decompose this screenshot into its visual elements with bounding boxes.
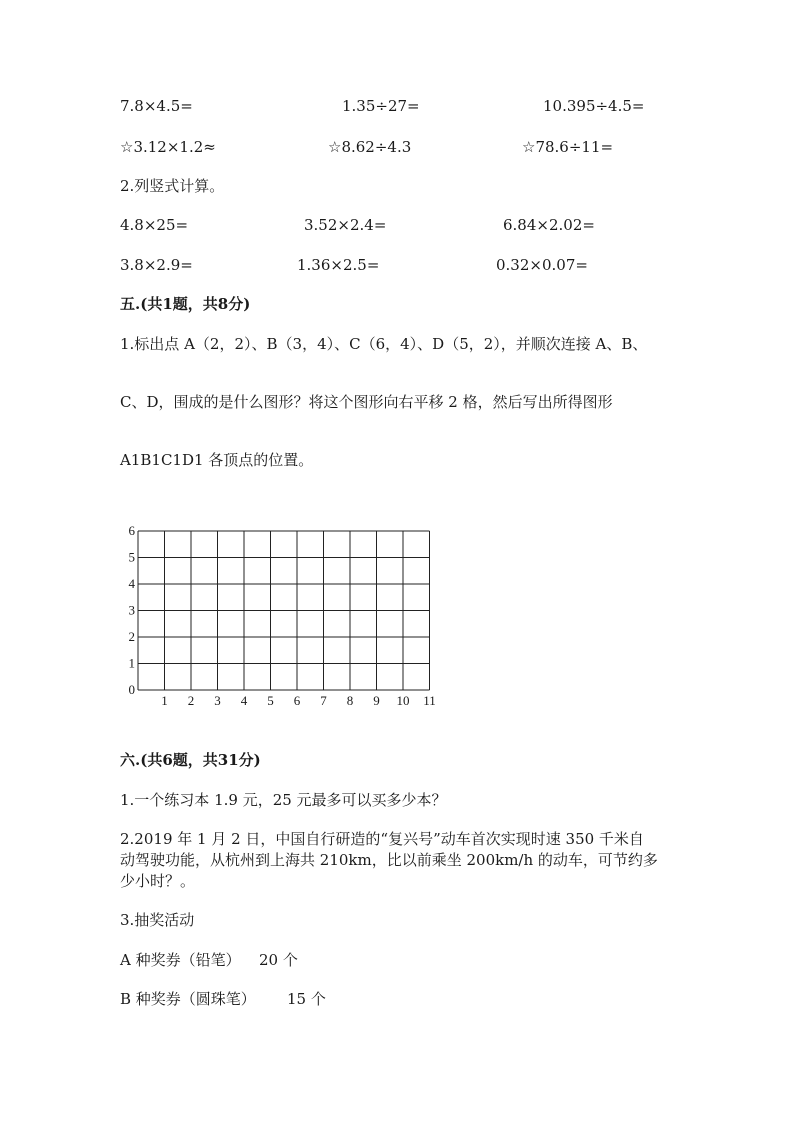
x-tick-label: 9 bbox=[373, 693, 380, 708]
y-tick-label: 1 bbox=[128, 655, 135, 671]
problem-4-2: 1.36×2.5= bbox=[297, 256, 380, 274]
x-tick-label: 10 bbox=[396, 693, 410, 708]
problem-3-1: 4.8×25= bbox=[120, 216, 189, 234]
y-tick-label: 6 bbox=[128, 523, 135, 538]
y-tick-label: 0 bbox=[128, 682, 135, 697]
section-6-question-2-line-2: 动驾驶功能，从杭州到上海共 210km，比以前乘坐 200km/h 的动车，可节约多 bbox=[120, 851, 658, 869]
y-tick-label: 4 bbox=[128, 576, 135, 591]
x-tick-label: 3 bbox=[214, 693, 221, 708]
coordinate-grid bbox=[112, 522, 452, 712]
section-5-question-line-2: C、D，围成的是什么图形？将这个图形向右平移 2 格，然后写出所得图形 bbox=[120, 393, 613, 411]
problem-3-2: 3.52×2.4= bbox=[304, 216, 387, 234]
section-6-question-1: 1.一个练习本 1.9 元，25 元最多可以买多少本？ bbox=[120, 791, 447, 809]
x-tick-label: 11 bbox=[423, 693, 436, 708]
x-tick-label: 2 bbox=[187, 693, 195, 708]
prize-a-quantity: 20 个 bbox=[259, 951, 298, 969]
y-tick-label: 5 bbox=[128, 549, 135, 565]
section-6-question-3-title: 3.抽奖活动 bbox=[120, 911, 195, 929]
x-tick-label: 5 bbox=[267, 693, 274, 708]
section-5-heading: 五.(共1题，共8分) bbox=[120, 295, 251, 313]
section-5-question-line-3: A1B1C1D1 各顶点的位置。 bbox=[120, 451, 314, 469]
problem-2-1: ☆3.12×1.2≈ bbox=[120, 138, 216, 156]
problem-1-2: 1.35÷27= bbox=[342, 97, 420, 115]
prize-a-label: A 种奖券（铅笔） bbox=[120, 951, 241, 969]
y-tick-label: 3 bbox=[128, 602, 135, 618]
x-tick-label: 7 bbox=[320, 693, 327, 708]
problem-4-3: 0.32×0.07= bbox=[496, 256, 588, 274]
problem-1-1: 7.8×4.5= bbox=[120, 97, 193, 115]
x-tick-label: 8 bbox=[346, 693, 354, 708]
x-tick-label: 6 bbox=[293, 693, 301, 708]
problem-3-3: 6.84×2.02= bbox=[503, 216, 595, 234]
problem-4-1: 3.8×2.9= bbox=[120, 256, 193, 274]
problem-2-2: ☆8.62÷4.3 bbox=[328, 138, 412, 156]
x-tick-label: 4 bbox=[240, 693, 248, 708]
section-6-question-2-line-3: 少小时？。 bbox=[120, 872, 196, 890]
problem-1-3: 10.395÷4.5= bbox=[543, 97, 645, 115]
prize-b-label: B 种奖券（圆珠笔） bbox=[120, 990, 256, 1008]
section-6-heading: 六.(共6题，共31分) bbox=[120, 751, 261, 769]
section-5-question-line-1: 1.标出点 A（2，2）、B（3，4）、C（6，4）、D（5，2），并顺次连接 A、B、 bbox=[120, 335, 648, 353]
prize-b-quantity: 15 个 bbox=[287, 990, 326, 1008]
section-6-question-2-line-1: 2.2019 年 1 月 2 日，中国自行研造的“复兴号”动车首次实现时速 350 千米自 bbox=[120, 830, 644, 848]
question-2-title: 2.列竖式计算。 bbox=[120, 177, 225, 195]
problem-2-3: ☆78.6÷11= bbox=[522, 138, 614, 156]
x-tick-label: 1 bbox=[161, 693, 168, 708]
y-tick-label: 2 bbox=[128, 629, 135, 644]
